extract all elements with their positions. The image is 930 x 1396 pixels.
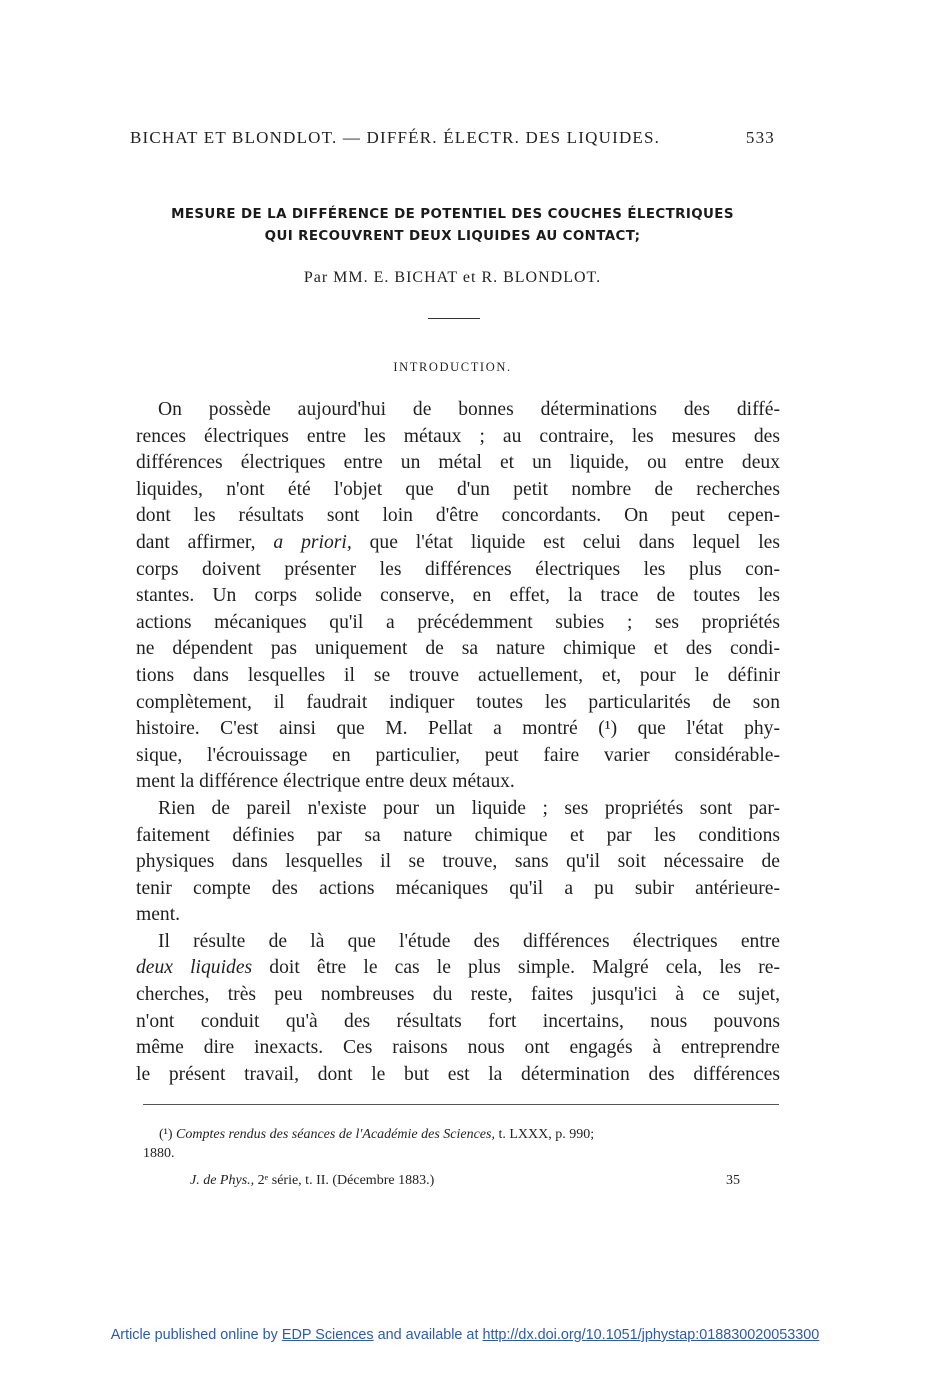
body-line: sique, l'écrouissage en particulier, peut faire varier considérable-	[136, 744, 780, 766]
footnote-marker: (¹)	[159, 1127, 173, 1142]
body-line: physiques dans lesquelles il se trouve, sans qu'il soit nécessaire de	[136, 851, 780, 873]
body-line: n'ont conduit qu'à des résultats fort incertains, nous pouvons	[136, 1010, 780, 1032]
doi-link[interactable]: http://dx.doi.org/10.1051/jphystap:018830020053300	[482, 1327, 820, 1343]
running-head	[130, 128, 775, 148]
body-line: même dire inexacts. Ces raisons nous ont engagés à entreprendre	[136, 1037, 780, 1059]
body-line: corps doivent présenter les différences électriques les plus con-	[136, 558, 780, 580]
journal-signature	[190, 1173, 740, 1189]
body-line: dont les résultats sont loin d'être concordants. On peut cepen-	[136, 505, 780, 527]
body-italic-text: a priori,	[273, 531, 352, 553]
footnote-reference: t. LXXX, p. 990;	[498, 1127, 595, 1142]
publication-footer	[0, 1327, 930, 1343]
body-line: rences électriques entre les métaux ; au contraire, les mesures des	[136, 425, 780, 447]
body-text: dant affirmer,	[136, 531, 256, 553]
body-line	[136, 955, 780, 982]
body-line: Rien de pareil n'existe pour un liquide ; ses propriétés sont par-	[158, 797, 780, 819]
body-italic-text: deux liquides	[136, 957, 253, 979]
body-line: ment la différence électrique entre deux métaux.	[136, 771, 515, 793]
body-line: faitement définies par sa nature chimique et par les conditions	[136, 824, 780, 846]
journal-citation	[190, 1173, 434, 1189]
footnote-line	[143, 1125, 783, 1144]
body-line: le présent travail, dont le but est la détermination des différences	[136, 1063, 780, 1085]
body-line: ne dépendent pas uniquement de sa nature chimique et des condi-	[136, 638, 780, 660]
body-line: Il résulte de là que l'étude des différences électriques entre	[158, 930, 780, 952]
body-line: différences électriques entre un métal et un liquide, ou entre deux	[136, 452, 780, 474]
article-body	[136, 397, 780, 1088]
body-line: tions dans lesquelles il se trouve actuellement, et, pour le définir	[136, 664, 780, 686]
journal-issue: 2ᵉ série, t. II. (Décembre 1883.)	[257, 1173, 435, 1188]
body-text: doit être le cas le plus simple. Malgré cela, les re-	[269, 957, 780, 979]
article-authors: Par MM. E. BICHAT et R. BLONDLOT.	[303, 269, 602, 286]
footer-middle: and available at	[377, 1327, 479, 1343]
article-title	[130, 204, 775, 248]
footnote	[143, 1125, 783, 1163]
article-title-line-1: MESURE DE LA DIFFÉRENCE DE POTENTIEL DES COUCHES ÉLECTRIQUES	[171, 207, 734, 222]
body-line: ment.	[136, 904, 181, 926]
body-line: tenir compte des actions mécaniques qu'il a pu subir antérieure-	[136, 877, 780, 899]
article-title-line-2: QUI RECOUVRENT DEUX LIQUIDES AU CONTACT;	[264, 229, 641, 244]
title-divider	[428, 318, 480, 319]
footer-prefix: Article published online by	[110, 1327, 278, 1343]
body-line	[136, 530, 780, 557]
footnote-year: 1880.	[143, 1146, 175, 1161]
page-number: 533	[745, 128, 775, 147]
body-line: complètement, il faudrait indiquer toutes les particularités de son	[136, 691, 780, 713]
body-line: histoire. C'est ainsi que M. Pellat a montré (¹) que l'état phy-	[136, 718, 780, 740]
body-line: actions mécaniques qu'il a précédemment subies ; ses propriétés	[136, 611, 780, 633]
body-line: cherches, très peu nombreuses du reste, faites jusqu'ici à ce sujet,	[136, 984, 780, 1006]
footnote-citation: Comptes rendus des séances de l'Académie des Sciences,	[176, 1127, 495, 1142]
body-line: liquides, n'ont été l'objet que d'un petit nombre de recherches	[136, 478, 780, 500]
section-heading: INTRODUCTION.	[393, 360, 512, 374]
publisher-link[interactable]: EDP Sciences	[281, 1327, 374, 1343]
footnote-divider	[143, 1104, 779, 1105]
body-line: On possède aujourd'hui de bonnes déterminations des diffé-	[158, 399, 780, 420]
sheet-number: 35	[726, 1173, 740, 1188]
journal-name: J. de Phys.,	[190, 1173, 255, 1188]
running-head-title: BICHAT ET BLONDLOT. — DIFFÉR. ÉLECTR. DES LIQUIDES.	[130, 128, 661, 147]
body-text: que l'état liquide est celui dans lequel les	[369, 531, 781, 553]
body-line: stantes. Un corps solide conserve, en effet, la trace de toutes les	[136, 585, 780, 607]
